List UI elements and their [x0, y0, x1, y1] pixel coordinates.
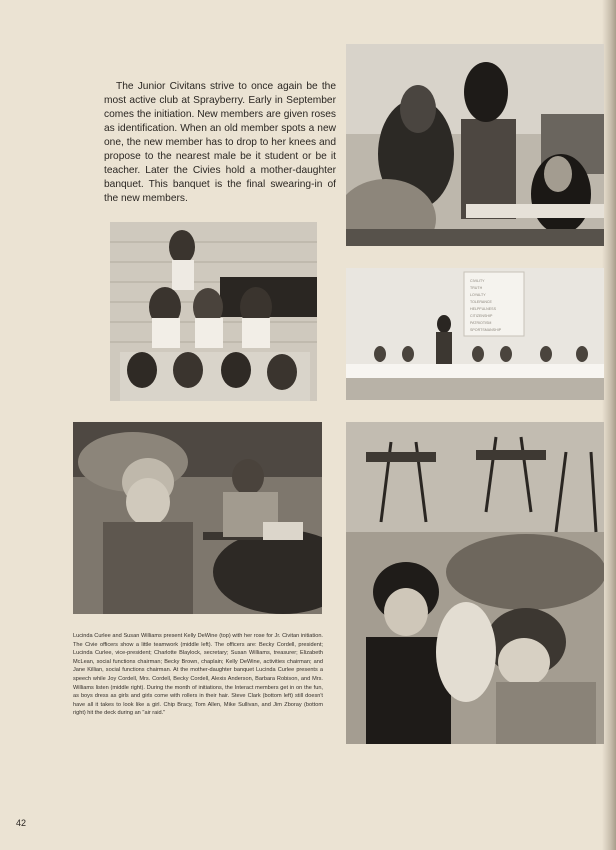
banner-line: LOYALTY	[470, 293, 486, 297]
photo-interact-initiation	[73, 422, 322, 614]
page-binding-gutter	[602, 0, 616, 850]
banner-line: SPORTSMANSHIP	[470, 328, 502, 332]
page-number: 42	[16, 818, 27, 828]
photo-officers-pyramid	[110, 222, 317, 401]
photo-air-raid	[346, 422, 604, 744]
banner-line: HELPFULNESS	[470, 307, 496, 311]
photo-caption: Lucinda Curlee and Susan Williams present Kelly DeWine (top) with her rose for Jr. Civitan initiation. The Civie officers show a little teamwork (middle left). The officers are: Becky Cordell, president; Lucinda Curlee, vice-president; Charlotte Blaylock, secretary; Susan Williams, treasurer; Elizabeth McLean, social functions chairman; Becky Brown, chaplain; Kelly DeWine, activities chairman; and Jane Killian, social functions chairman. At the mother-daughter banquet Lucinda Curlee presents a speech while Joy Cordell, Mrs. Cordell, Becky Cordell, Alexis Anderson, Barbara Robison, and Mrs. Williams listen (middle right). During the month of initiations, the Interact members get in on the fun, as boys dress as girls and girls come with rollers in their hair. Steve Clark (bottom left) still doesn't have all it takes to look like a girl. Chip Bracy, Tom Allen, Mike Sullivan, and Jim Zboray (bottom right) hit the deck during an ''air raid.''	[73, 633, 323, 717]
banner-line: PATRIOTISM	[470, 321, 492, 325]
photo-rose-presentation	[346, 44, 604, 246]
photo-mother-daughter-banquet	[346, 268, 604, 400]
banner-line: TOLERANCE	[470, 300, 492, 304]
banner-line: CITIZENSHIP	[470, 314, 493, 318]
banner-line: CIVILITY	[470, 279, 485, 283]
intro-paragraph: The Junior Civitans strive to once again be the most active club at Sprayberry. Early in September comes the initiation. New members are given roses as identification. When an old member spots a new one, the new member has to drop to her knees and propose to the nearest male be it student or be it teacher. Later the Civies hold a mother-daughter banquet. This banquet is the final swearing-in of the new members.	[104, 81, 336, 204]
banner-line: TRUTH	[470, 286, 483, 290]
